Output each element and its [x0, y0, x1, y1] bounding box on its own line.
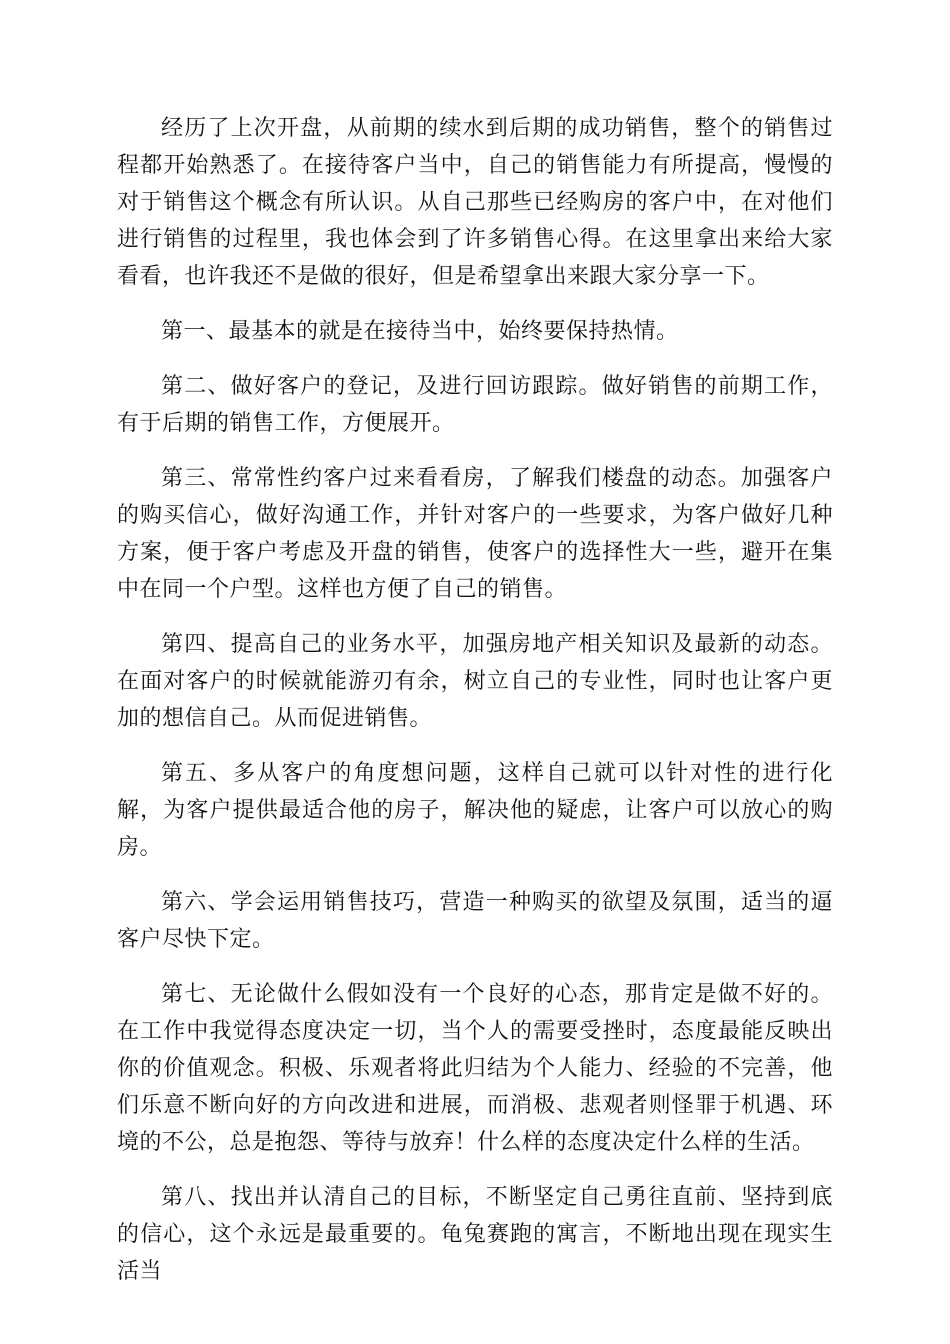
- point-8-paragraph: 第八、找出并认清自己的目标，不断坚定自己勇往直前、坚持到底的信心，这个永远是最重要的。龟兔赛跑的寓言，不断地出现在现实生活当: [117, 1185, 833, 1284]
- point-2-paragraph: 第二、做好客户的登记，及进行回访跟踪。做好销售的前期工作，有于后期的销售工作，方便展开。: [117, 374, 833, 436]
- intro-paragraph: 经历了上次开盘，从前期的续水到后期的成功销售，整个的销售过程都开始熟悉了。在接待客户当中，自己的销售能力有所提高，慢慢的对于销售这个概念有所认识。从自己那些已经购房的客户中，在对他们进行销售的过程里，我也体会到了许多销售心得。在这里拿出来给大家看看，也许我还不是做的很好，但是希望拿出来跟大家分享一下。: [117, 116, 833, 289]
- point-6-paragraph: 第六、学会运用销售技巧，营造一种购买的欲望及氛围，适当的逼客户尽快下定。: [117, 890, 833, 952]
- document-body: [117, 110, 833, 1308]
- point-3-paragraph: 第三、常常性约客户过来看看房，了解我们楼盘的动态。加强客户的购买信心，做好沟通工作，并针对客户的一些要求，为客户做好几种方案，便于客户考虑及开盘的销售，使客户的选择性大一些，避开在集中在同一个户型。这样也方便了自己的销售。: [117, 466, 833, 602]
- point-5-paragraph: 第五、多从客户的角度想问题，这样自己就可以针对性的进行化解，为客户提供最适合他的房子，解决他的疑虑，让客户可以放心的购房。: [117, 761, 833, 860]
- point-7-paragraph: 第七、无论做什么假如没有一个良好的心态，那肯定是做不好的。在工作中我觉得态度决定一切，当个人的需要受挫时，态度最能反映出你的价值观念。积极、乐观者将此归结为个人能力、经验的不完善，他们乐意不断向好的方向改进和进展，而消极、悲观者则怪罪于机遇、环境的不公，总是抱怨、等待与放弃！什么样的态度决定什么样的生活。: [117, 982, 833, 1155]
- point-1-paragraph: 第一、最基本的就是在接待当中，始终要保持热情。: [161, 319, 679, 344]
- point-4-paragraph: 第四、提高自己的业务水平，加强房地产相关知识及最新的动态。在面对客户的时候就能游刃有余，树立自己的专业性，同时也让客户更加的想信自己。从而促进销售。: [117, 632, 833, 731]
